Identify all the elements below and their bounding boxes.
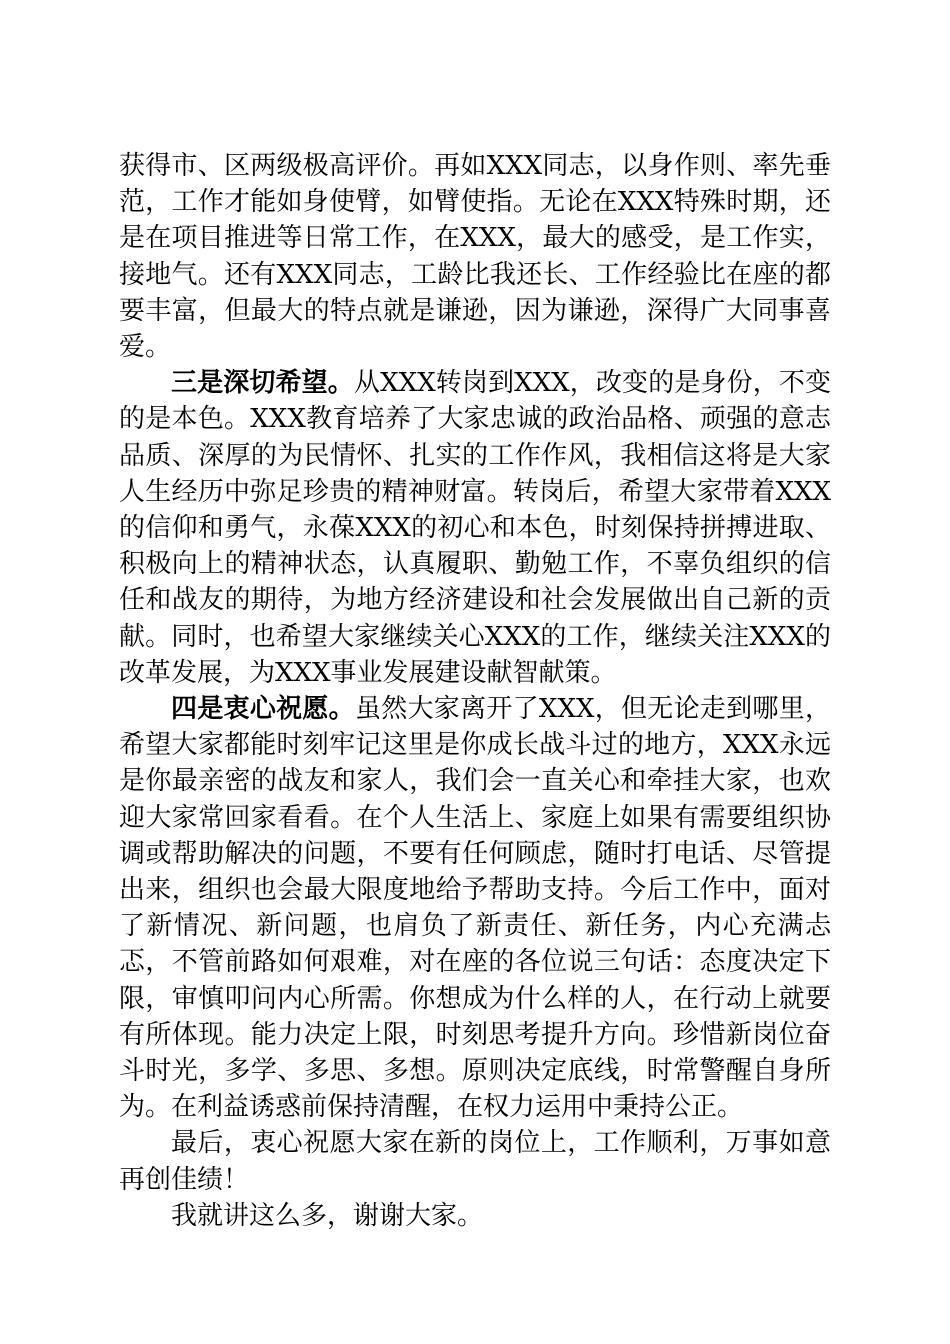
paragraph-deep-hope: [119, 365, 831, 691]
paragraph-closing-wish: [119, 1125, 831, 1197]
paragraph-text: 从XXX转岗到XXX，改变的是身份，不变的是本色。XXX教育培养了大家忠诚的政治品格、顽强的意志品质、深厚的为民情怀、扎实的工作作风，我相信这将是大家人生经历中弥足珍贵的精神财富。转岗后，希望大家带着XXX的信仰和勇气，永葆XXX的初心和本色，时刻保持拼搏进取、积极向上的精神状态，认真履职、勤勉工作，不辜负组织的信任和战友的期待，为地方经济建设和社会发展做出自己新的贡献。同时，也希望大家继续关心XXX的工作，继续关注XXX的改革发展，为XXX事业发展建设献智献策。: [119, 368, 831, 688]
paragraph-sincere-wishes: [119, 691, 831, 1125]
paragraph-text: 最后，衷心祝愿大家在新的岗位上，工作顺利，万事如意再创佳绩！: [119, 1128, 831, 1195]
paragraph-text: 我就讲这么多，谢谢大家。: [171, 1200, 484, 1231]
document-body: [119, 148, 831, 1234]
paragraph-continuation: [119, 148, 831, 365]
paragraph-text: 获得市、区两级极高评价。再如XXX同志，以身作则、率先垂范，工作才能如身使臂，如臂使指。无论在XXX特殊时期，还是在项目推进等日常工作，在XXX，最大的感受，是工作实，接地气。还有XXX同志，工龄比我还长、工作经验比在座的都要丰富，但最大的特点就是谦逊，因为谦逊，深得广大同事喜爱。: [119, 151, 831, 363]
paragraph-heading: 四是衷心祝愿。: [171, 694, 355, 725]
paragraph-text: 虽然大家离开了XXX，但无论走到哪里，希望大家都能时刻牢记这里是你成长战斗过的地方，XXX永远是你最亲密的战友和家人，我们会一直关心和牵挂大家，也欢迎大家常回家看看。在个人生活上、家庭上如果有需要组织协调或帮助解决的问题，不要有任何顾虑，随时打电话、尽管提出来，组织也会最大限度地给予帮助支持。今后工作中，面对了新情况、新问题，也肩负了新责任、新任务，内心充满忐忑，不管前路如何艰难，对在座的各位说三句话：态度决定下限，审慎叩问内心所需。你想成为什么样的人，在行动上就要有所体现。能力决定上限，时刻思考提升方向。珍惜新岗位奋斗时光，多学、多思、多想。原则决定底线，时常警醒自身所为。在利益诱惑前保持清醒，在权力运用中秉持公正。: [119, 694, 831, 1123]
paragraph-heading: 三是深切希望。: [171, 368, 354, 399]
paragraph-closing-thanks: [119, 1198, 831, 1234]
